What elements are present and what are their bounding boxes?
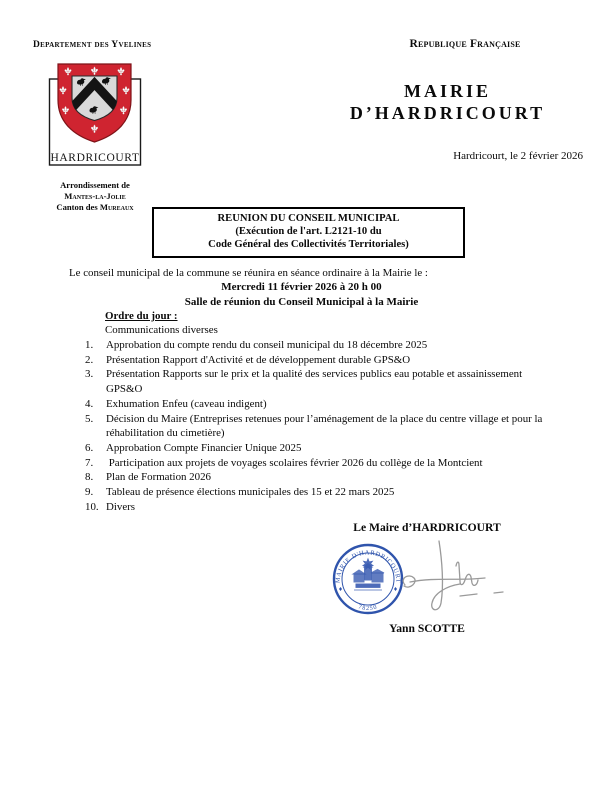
agenda-item-text: Approbation du compte rendu du conseil municipal du 18 décembre 2025 [106,339,428,351]
agenda-item-text: Approbation Compte Financier Unique 2025 [106,441,302,454]
meeting-location: Salle de réunion du Conseil Municipal à la Mairie [184,296,419,308]
agenda-item-5 [85,412,547,441]
canton-name: Mureaux [99,202,134,212]
agenda-preitem: Communications diverses [105,324,218,336]
agenda-item-number: 6. [85,441,94,454]
hardricourt-coat-of-arms [48,62,142,168]
arrondissement-block [22,180,168,213]
agenda-item-number: 9. [85,486,94,499]
agenda-item-8 [85,470,547,485]
dateline: Hardricourt, le 2 février 2026 [453,150,583,162]
agenda-item-7 [85,456,547,471]
stamp-star-left [339,587,342,591]
stamp-center-art [353,559,384,590]
intro-sentence: Le conseil municipal de la commune se réunira en séance ordinaire à la Mairie le : [69,267,428,279]
stamp-top-text: MAIRIE D'HARDRICOURT [334,549,402,584]
agenda-item-number: 1. [85,339,94,351]
agenda-item-number: 7. [85,456,94,469]
mayor-title: Le Maire d’HARDRICOURT [353,521,501,534]
mairie-title-line1: MAIRIE [403,81,491,101]
meeting-datetime: Mercredi 11 février 2026 à 20 h 00 [221,281,382,293]
department-label: Departement des Yvelines [33,40,152,50]
agenda-item-text: Exhumation Enfeu (caveau indigent) [106,397,267,410]
agenda-item-text: Divers [106,500,136,513]
agenda-item-text: Tableau de présence élections municipales des 15 et 22 mars 2025 [106,486,395,499]
canton-line [22,202,168,213]
agenda-item-6 [85,441,547,456]
agenda-item-text: Présentation Rapport d'Activité et de développement durable GPS&O [106,353,411,366]
canton-prefix: Canton des [56,202,100,212]
agenda-item-text: Décision du Maire (Entreprises retenues pour l’aménagement de la place du centre village et pour la réhabilitation du cimetière) [106,412,546,440]
agenda-item-1 [85,338,547,353]
agenda-item-3 [85,367,547,396]
crest-caption: HARDRICOURT [50,152,140,164]
notice-line3: Code Général des Collectivités Territoriales) [208,239,409,251]
agenda-heading: Ordre du jour : [105,310,178,322]
mairie-title-line2: D’HARDRICOURT [349,103,546,123]
notice-box [152,207,465,258]
stamp-bottom-text: 78250 [357,603,379,612]
agenda-item-10 [85,500,547,515]
agenda-list [85,338,547,514]
arrondissement-line1: Arrondissement de [60,180,130,190]
agenda-item-number: 4. [85,397,94,410]
republic-label: Republique Française [409,38,521,50]
mairie-title [330,80,565,124]
agenda-item-9 [85,485,547,500]
agenda-item-number: 3. [85,368,94,381]
notice-line2: (Exécution de l'art. L2121-10 du [235,226,382,238]
agenda-item-2 [85,353,547,368]
mayor-name: Yann SCOTTE [389,622,465,635]
agenda-item-text: Plan de Formation 2026 [106,471,211,484]
agenda-item-number: 8. [85,471,94,484]
mayor-signature [393,533,545,625]
agenda-item-4 [85,397,547,412]
agenda-item-number: 10. [85,500,99,513]
agenda-item-text: Présentation Rapports sur le prix et la qualité des services publics eau potable et assainissement GPS&O [106,368,525,396]
agenda-item-number: 2. [85,353,94,366]
agenda-item-number: 5. [85,412,94,425]
notice-line1: REUNION DU CONSEIL MUNICIPAL [217,213,400,224]
arrondissement-line2: Mantes-la-Jolie [64,191,126,201]
agenda-item-text: Participation aux projets de voyages scolaires février 2026 du collège de la Montcient [106,456,483,469]
